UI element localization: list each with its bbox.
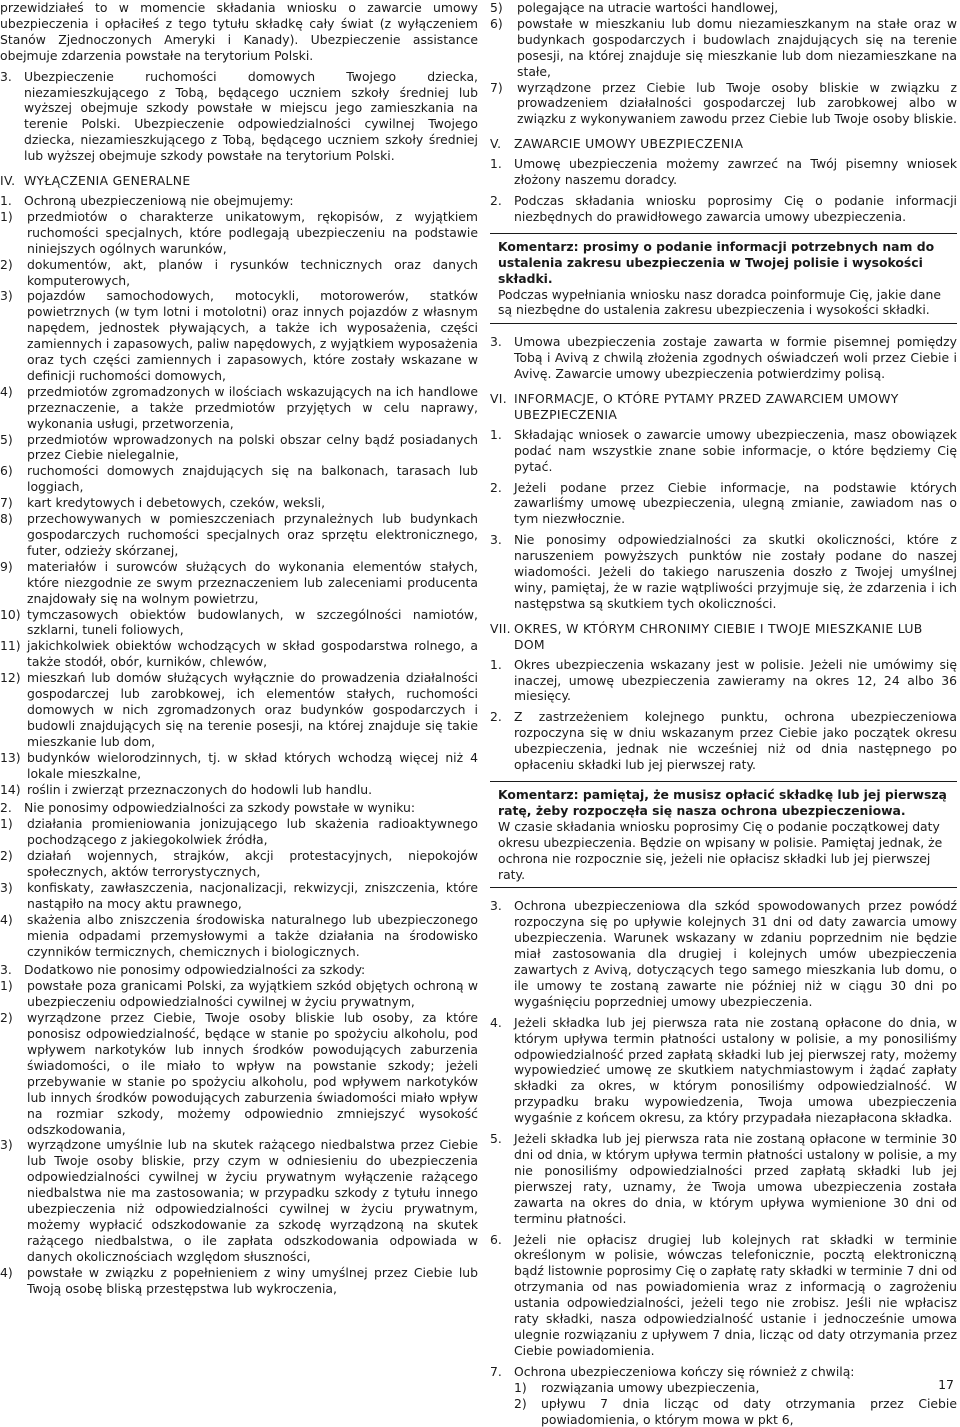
section-title: OKRES, W KTÓRYM CHRONIMY CIEBIE I TWOJE MIESZKANIE LUB DOM (514, 620, 923, 652)
item-text: Z zastrzeżeniem kolejnego punktu, ochrona ubezpieczeniowa rozpoczyna się w dniu wskazanym przez Ciebie jako początek okresu ubezpieczenia, jednak nie wcześniej niż od dnia następnego po opłaceniu składki lub jej pierwszej raty. (514, 709, 957, 773)
item-text: działań wojennych, strajków, akcji protestacyjnych, niepokojów społecznych, aktów terrorystycznych, (27, 848, 478, 880)
item-text: Jeżeli składka lub jej pierwsza rata nie zostaną opłacone w terminie 30 dni od dnia, w którym upływa termin płatności ustalony w polisie, a my nie ponosiliśmy odpowiedzialności przed zapłatą składki lub jej pierwszej raty, uznamy, że Twoja umowa ubezpieczenia została zawarta na okres do dnia, w którym upływa wymienione 30 dni od terminu płatności. (514, 1131, 957, 1226)
point-number: 2. (0, 800, 12, 816)
item-text: Umowę ubezpieczenia możemy zawrzeć na Twój pisemny wniosek złożony naszemu doradcy. (514, 156, 957, 188)
section-vi-list (490, 427, 957, 612)
comment-title: Komentarz: pamiętaj, że musisz opłacić składkę lub jej pierwszą ratę, żeby rozpoczęła się nasza ochrona ubezpieczeniowa. (498, 786, 947, 818)
item-number: 3) (0, 1137, 13, 1153)
sub-list-item (0, 880, 478, 912)
section-v-item-3 (490, 334, 957, 382)
item-number: 2. (490, 192, 502, 208)
numbered-item (490, 1232, 957, 1359)
item-number: 2. (490, 709, 502, 725)
numbered-item (490, 898, 957, 1009)
section-number: IV. (0, 173, 16, 189)
item-number: 2. (490, 479, 502, 495)
numbered-item (490, 156, 957, 188)
numbered-item (490, 427, 957, 475)
item-text: powstałe poza granicami Polski, za wyjątkiem szkód objętych ochroną w ubezpieczeniu odpowiedzialności cywilnej w życiu prywatnym, (27, 978, 478, 1010)
sub-list-item (0, 559, 478, 607)
item-number: 1. (490, 426, 502, 442)
point-intro: Dodatkowo nie ponosimy odpowiedzialności za szkody: (24, 962, 366, 978)
exclusions-point-3-list (0, 978, 478, 1296)
item-number: 2) (0, 1010, 13, 1026)
item-text: Jeżeli nie opłacisz drugiej lub kolejnych rat składki w terminie określonym w polisie, wówczas telefonicznie, pocztą elektroniczną bądź listownie poprosimy Cię o zapłatę raty składki w terminie 7 dni od otrzymania od nas powiadomienia wraz z informacją o zagrożeniu ustania odpowiedzialności, jeżeli tego nie zrobisz. Jeśli nie wpłacisz raty składki, nasza odpowiedzialność ustanie i jednocześnie umowa ulegnie rozwiązaniu z upływem 7 dnia, licząc od daty otrzymania przez Ciebie powiadomienia. (514, 1231, 957, 1358)
item-text: działania promieniowania jonizującego lub skażenia radioaktywnego pochodzącego z jakiegokolwiek źródła, (27, 816, 478, 848)
right-column (490, 0, 957, 1427)
section-vii-item-7-sublist (490, 1380, 957, 1427)
sub-list-item (0, 670, 478, 750)
sub-list-item (0, 912, 478, 960)
item-text: wyrządzone przez Ciebie, Twoje osoby bliskie lub osoby, za które ponosisz odpowiedzialność, będące w stanie po spożyciu alkoholu, pod wpływem narkotyków lub innych środków powodujących zaburzenia świadomości, o ile miało to wpływ na powstanie szkody; jeżeli przebywanie w stanie po spożyciu alkoholu, pod wpływem narkotyków lub innych środków powodujących zaburzenia świadomości miało wpływ na rozmiar szkody, możemy odpowiednio zmniejszyć wysokość odszkodowania, (27, 1010, 478, 1137)
section-vii-list-continued (490, 898, 957, 1379)
item-text: przedmiotów zgromadzonych w ilościach wskazujących na ich handlowe przeznaczenie, a także przedmiotów przyjętych w celu naprawy, wykonania usługi, przetworzenia, (27, 383, 478, 431)
item-text: budynków wielorodzinnych, tj. w skład których wchodzą więcej niż 4 lokale mieszkalne, (27, 749, 478, 781)
section-number: VII. (490, 620, 511, 636)
item-number: 13) (0, 749, 21, 765)
numbered-item (490, 1131, 957, 1226)
item-number: 7) (490, 79, 503, 95)
sub-list-item (0, 978, 478, 1010)
sub-list-item (490, 80, 957, 128)
numbered-item (490, 1364, 957, 1380)
item-number: 11) (0, 638, 21, 654)
sub-list-item (0, 384, 478, 432)
sub-list-item (0, 495, 478, 511)
item-text: skażenia albo zniszczenia środowiska naturalnego lub ubezpieczonego mienia odpadami przemysłowymi a także działania na środowisko czynników termicznych, chemicznych i biologicznych. (27, 911, 478, 959)
exclusions-point-3 (0, 962, 478, 978)
item-number: 14) (0, 781, 21, 797)
comment-title: Komentarz: prosimy o podanie informacji potrzebnych nam do ustalenia zakresu ubezpieczenia w Twojej polisie i wysokości składki. (498, 238, 935, 286)
item-number: 6. (490, 1231, 502, 1247)
item-number: 5) (490, 0, 503, 15)
item-number: 3. (490, 898, 502, 914)
item-number: 2) (0, 848, 13, 864)
sub-list-item (0, 638, 478, 670)
item-number: 4) (0, 1264, 13, 1280)
item-text: przechowywanych w pomieszczeniach przynależnych lub budynkach gospodarczych ruchomości specjalnych oraz sprzętu elektronicznego, futer, odzieży skórzanej, (27, 511, 478, 558)
exclusions-point-1 (0, 193, 478, 209)
sub-list-item (0, 288, 478, 383)
left-column (0, 0, 478, 1297)
item-text: wyrządzone przez Ciebie lub Twoje osoby bliskie w związku z prowadzeniem działalności gospodarczej lub zarobkowej albo w związku z wykonywaniem zawodu przez Ciebie lub Twoje osoby bliskie. (517, 79, 957, 127)
item-text: Jeżeli składka lub jej pierwsza rata nie zostaną opłacone do dnia, w którym upływa termin płatności ustalony w polisie, a my ponosiliśmy odpowiedzialność przed zapłatą składki lub jej pierwszej raty, możemy wypowiedzieć umowę ze skutkiem natychmiastowym i żądać zapłaty składki za okres, w którym ponosiliśmy odpowiedzialność. W przypadku braku wypowiedzenia, Twoja umowa ubezpieczenia wygaśnie z końcem okresu, za który przypadała niezapłacona składka. (514, 1014, 957, 1126)
item-number: 2) (514, 1395, 527, 1411)
exclusions-point-2-list (0, 816, 478, 959)
numbered-item (490, 1015, 957, 1126)
item-text: Nie ponosimy odpowiedzialności za skutki okoliczności, które z naruszeniem powyższych punktów nie zostały podane do naszej wiadomości. Jeżeli do takiego naruszenia doszło z Twojej umyślnej winy, pamiętaj, że w razie wątpliwości przyjmuje się, że zdarzenia i ich następstwa są skutkiem tych okoliczności. (514, 532, 957, 611)
sub-list-item (490, 16, 957, 80)
item-text: powstałe w mieszkaniu lub domu niezamieszkanym na stałe oraz w budynkach gospodarczych i budowlach znajdujących się na terenie posesji, na której znajduje się mieszkanie lub dom niezamieszkane na stałe, (517, 15, 957, 79)
item-text: Składając wniosek o zawarcie umowy ubezpieczenia, masz obowiązek podać nam wszystkie znane sobie informacje, o które będziemy Cię pytać. (514, 426, 957, 474)
exclusions-point-2 (0, 800, 478, 816)
section-v-list (490, 156, 957, 225)
item-text: rozwiązania umowy ubezpieczenia, (541, 1379, 760, 1395)
item-number: 4) (0, 383, 13, 399)
item-number: 5) (0, 431, 13, 447)
item-number: 7) (0, 495, 13, 511)
comment-body: W czasie składania wniosku poprosimy Cię o podanie początkowej daty okresu ubezpieczenia. Będzie on wpisany w polisie. Pamiętaj jednak, że ochrona nie rozpocznie się, jeżeli nie opłacisz składki lub jej pierwszej raty. (498, 818, 943, 882)
sub-list-item (0, 209, 478, 257)
item-number: 6) (0, 463, 13, 479)
section-vii-list (490, 657, 957, 773)
item-text: Podczas składania wniosku poprosimy Cię o podanie informacji niezbędnych do prawidłowego zawarcia umowy ubezpieczenia. (514, 192, 957, 224)
numbered-item (490, 193, 957, 225)
item-text: Okres ubezpieczenia wskazany jest w polisie. Jeżeli nie umówimy się inaczej, umowę ubezpieczenia zawieramy na okres 12, 24 albo 36 miesięcy. (514, 656, 957, 704)
item-text: mieszkań lub domów służących wyłącznie do prowadzenia działalności gospodarczej lub zarobkowej, ich elementów stałych, ruchomości domowych w nich zgromadzonych oraz budynków gospodarczych i budowli znajdujących się na terenie posesji, na której znajduje się takie mieszkanie lub dom, (27, 670, 478, 749)
sub-list-item (514, 1380, 957, 1396)
section-heading-vii (490, 621, 957, 653)
item-number: 1) (514, 1379, 527, 1395)
item-number: 1) (0, 978, 13, 994)
item-number: 4. (490, 1014, 502, 1030)
item-text: polegające na utracie wartości handlowej, (517, 0, 779, 15)
sub-list-item (490, 0, 957, 16)
item-text: powstałe w związku z popełnieniem z winy umyślnej przez Ciebie lub Twoją osobę bliską przestępstwa lub wykroczenia, (27, 1264, 478, 1296)
exclusions-point-1-list (0, 209, 478, 798)
sub-list-item (0, 782, 478, 798)
sub-list-item (0, 511, 478, 559)
point-number: 1. (0, 192, 12, 208)
item-text: kart kredytowych i debetowych, czeków, weksli, (27, 495, 326, 511)
item-number: 8) (0, 511, 13, 527)
item-number: 1. (490, 656, 502, 672)
section-number: V. (490, 136, 502, 152)
section-heading-v (490, 136, 957, 152)
sub-list-item (0, 750, 478, 782)
intro-continuation: przewidziałeś to w momencie składania wniosku o zawarcie umowy ubezpieczenia i opłaciłeś z tego tytułu składkę cały świat (z wyłączeniem Stanów Zjednoczonych Ameryki i Kanady). Ubezpieczenie assistance obejmuje zdarzenia powstałe na terytorium Polski. (0, 0, 478, 63)
point-intro: Nie ponosimy odpowiedzialności za szkody powstałe w wyniku: (24, 800, 416, 816)
item-text: roślin i zwierząt przeznaczonych do hodowli lub handlu. (27, 781, 373, 797)
comment-box (490, 781, 957, 888)
sub-list-item (0, 1137, 478, 1264)
item-text: Umowa ubezpieczenia zostaje zawarta w formie pisemnej pomiędzy Tobą i Avivą z chwilą złożenia zgodnych oświadczeń woli przez Ciebie i Avivę. Zawarcie umowy ubezpieczenia potwierdzimy polisą. (514, 334, 957, 382)
numbered-item (490, 657, 957, 705)
item-number: 3. (490, 334, 502, 350)
point-intro: Ochroną ubezpieczeniową nie obejmujemy: (24, 192, 294, 208)
item-text: Ubezpieczenie ruchomości domowych Twojego dziecka, niezamieszkującego z Tobą, będącego uczniem szkoły średniej lub wyższej obejmuje szkody powstałe w miejscu jego zamieszkania na terenie Polski. Ubezpieczenie odpowiedzialności cywilnej Twojego dziecka, niezamieszkującego z Tobą, będącego uczniem szkoły średniej lub wyższej obejmuje szkody powstałe na terytorium Polski. (24, 68, 478, 164)
item-text: ruchomości domowych znajdujących się na balkonach, tarasach lub loggiach, (27, 463, 478, 495)
sub-list-item (0, 1265, 478, 1297)
sub-list-item (0, 816, 478, 848)
item-number: 3. (490, 532, 502, 548)
item-text: przedmiotów wprowadzonych na polski obszar celny bądź posiadanych przez Ciebie nielegalnie, (27, 431, 478, 463)
sub-list-item (0, 607, 478, 639)
item-text: przedmiotów o charakterze unikatowym, rękopisów, z wyjątkiem ruchomości specjalnych, które podlegają ubezpieczeniu na podstawie niniejszych ogólnych warunków, (27, 208, 478, 256)
item-number: 3. (0, 68, 12, 84)
item-number: 6) (490, 15, 503, 31)
item-text: materiałów i surowców służących do wykonania elementów stałych, które niezgodnie ze swym przeznaczeniem lub zaleceniami producenta znajdowały się na wolnym powietrzu, (27, 558, 478, 606)
section-title: INFORMACJE, O KTÓRE PYTAMY PRZED ZAWARCIEM UMOWY UBEZPIECZENIA (514, 391, 899, 422)
numbered-item (490, 532, 957, 612)
section-title: WYŁĄCZENIA GENERALNE (24, 173, 191, 189)
item-number: 7. (490, 1363, 502, 1379)
section-title: ZAWARCIE UMOWY UBEZPIECZENIA (514, 136, 744, 152)
item-text: dokumentów, akt, planów i rysunków technicznych oraz danych komputerowych, (27, 256, 478, 288)
item-text: upływu 7 dnia licząc od daty otrzymania przez Ciebie powiadomienia, o którym mowa w pkt 6, (541, 1395, 957, 1427)
page-number: 17 (938, 1377, 954, 1392)
item-number: 9) (0, 558, 13, 574)
sub-list-item (0, 432, 478, 464)
numbered-item (490, 480, 957, 528)
item-number: 1) (0, 208, 13, 224)
item-text: Ochrona ubezpieczeniowa dla szkód spowodowanych przez powódź rozpoczyna się po upływie kolejnych 31 dni od daty zawarcia umowy ubezpieczenia. Warunek wskazany w zdaniu poprzednim nie będzie miał zastosowania dla drugiej i kolejnych umów ubezpieczenia zawartych z Avivą, dotyczących tego samego mieszkania lub domu, o ile umowy te zostaną zawarte nie później niż w ciągu 30 dni po wygaśnięciu poprzedniej umowy ubezpieczenia. (514, 898, 957, 1009)
item-text: Ochrona ubezpieczeniowa kończy się również z chwilą: (514, 1363, 855, 1379)
item-text: Jeżeli podane przez Ciebie informacje, na podstawie których zawarliśmy umowę ubezpieczenia, ulegną zmianie, zawiadom nas o tym niezwłocznie. (514, 479, 957, 527)
comment-body: Podczas wypełniania wniosku nasz doradca poinformuje Cię, jakie dane są niezbędne do ustalenia zakresu ubezpieczenia i wysokości składki. (498, 286, 941, 318)
item-number: 10) (0, 606, 21, 622)
sub-list-item (0, 848, 478, 880)
item-number: 3) (0, 288, 13, 304)
item-text: pojazdów samochodowych, motocykli, motorowerów, statków powietrznych (w tym lotni i motolotni) oraz innych pojazdów z własnym napędem, jednostek pływających, a także ich wyposażenia, części zamiennych i zapasowych, paliw napędowych, z wyjątkiem wyposażenia oraz tych części zamiennych i zapasowych, które zostały wskazane w definicji ruchomości domowych, (27, 288, 478, 383)
item-text: wyrządzone umyślnie lub na skutek rażącego niedbalstwa przez Ciebie lub Twoje osoby bliskie, przy czym w odniesieniu do ubezpieczenia odpowiedzialności cywilnej w życiu prywatnym wyłączenie rażącego niedbalstwa nie ma zastosowania; w przypadku szkody z tytułu innego ubezpieczenia niż odpowiedzialności cywilnej w życiu prywatnym, możemy wypłacić odszkodowanie za szkodę wyrządzoną na skutek rażącego niedbalstwa, o ile zapłata odszkodowania odpowiada w danych okolicznościach względom słuszności, (27, 1137, 478, 1264)
item-text: jakichkolwiek obiektów wchodzących w skład gospodarstwa rolnego, a także stodół, obór, kurników, chlewów, (27, 638, 478, 670)
item-number: 1) (0, 816, 13, 832)
section-number: VI. (490, 391, 507, 407)
point-number: 3. (0, 962, 12, 978)
section-heading-iv (0, 173, 478, 189)
item-number: 4) (0, 911, 13, 927)
item-text: tymczasowych obiektów budowlanych, w szczególności namiotów, szklarni, tuneli foliowych, (27, 606, 478, 638)
item-text: konfiskaty, zawłaszczenia, nacjonalizacji, rekwizycji, zniszczenia, które nastąpiło na mocy aktu prawnego, (27, 879, 478, 911)
sub-list-item (0, 1010, 478, 1137)
section-heading-vi (490, 391, 957, 423)
item-number: 3) (0, 879, 13, 895)
item-number: 5. (490, 1131, 502, 1147)
item-number: 12) (0, 670, 21, 686)
numbered-item (490, 709, 957, 773)
section3-item3 (0, 69, 478, 164)
item-number: 2) (0, 256, 13, 272)
exclusions-point-3-list-continued (490, 0, 957, 127)
item-number: 1. (490, 156, 502, 172)
sub-list-item (514, 1396, 957, 1427)
comment-box (490, 233, 957, 325)
sub-list-item (0, 463, 478, 495)
sub-list-item (0, 257, 478, 289)
